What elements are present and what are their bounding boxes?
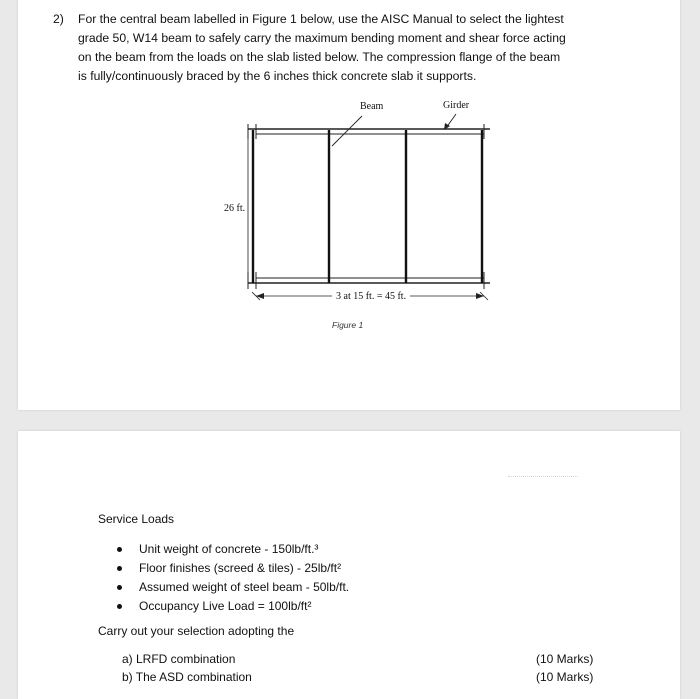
part-b-marks: (10 Marks) [536, 670, 594, 684]
part-a-marks: (10 Marks) [536, 652, 594, 666]
span-label: 3 at 15 ft. = 45 ft. [336, 291, 407, 302]
question-line-3: on the beam from the loads on the slab listed below. The compression flange of the beam [78, 50, 561, 64]
part-a-label: a) LRFD combination [122, 652, 236, 666]
height-label: 26 ft. [224, 203, 246, 214]
parts-list [122, 650, 252, 686]
figure-caption: Figure 1 [332, 320, 364, 330]
question-line-1: For the central beam labelled in Figure 1 below, use the AISC Manual to select the lightest [78, 12, 564, 26]
load-item: Unit weight of concrete - 150lb/ft.³ [115, 540, 349, 559]
beam-leader [332, 116, 362, 146]
service-loads-list [115, 540, 349, 616]
service-loads-title: Service Loads [98, 512, 175, 526]
marks-column [536, 650, 593, 686]
span-arrow-right [476, 293, 484, 299]
part-b-label: b) The ASD combination [122, 670, 252, 684]
question-number: 2) [53, 12, 64, 26]
load-item: Occupancy Live Load = 100lb/ft² [115, 597, 349, 616]
girder-label: Girder [443, 100, 470, 111]
load-item: Floor finishes (screed & tiles) - 25lb/ft² [115, 559, 349, 578]
question-line-2: grade 50, W14 beam to safely carry the maximum bending moment and shear force acting [78, 31, 566, 45]
faint-mark [508, 476, 578, 478]
question-line-4: is fully/continuously braced by the 6 inches thick concrete slab it supports. [78, 69, 477, 83]
load-item: Assumed weight of steel beam - 50lb/ft. [115, 578, 349, 597]
instruction-text: Carry out your selection adopting the [98, 624, 295, 638]
beam-label: Beam [360, 101, 384, 112]
span-arrow-left [256, 293, 264, 299]
